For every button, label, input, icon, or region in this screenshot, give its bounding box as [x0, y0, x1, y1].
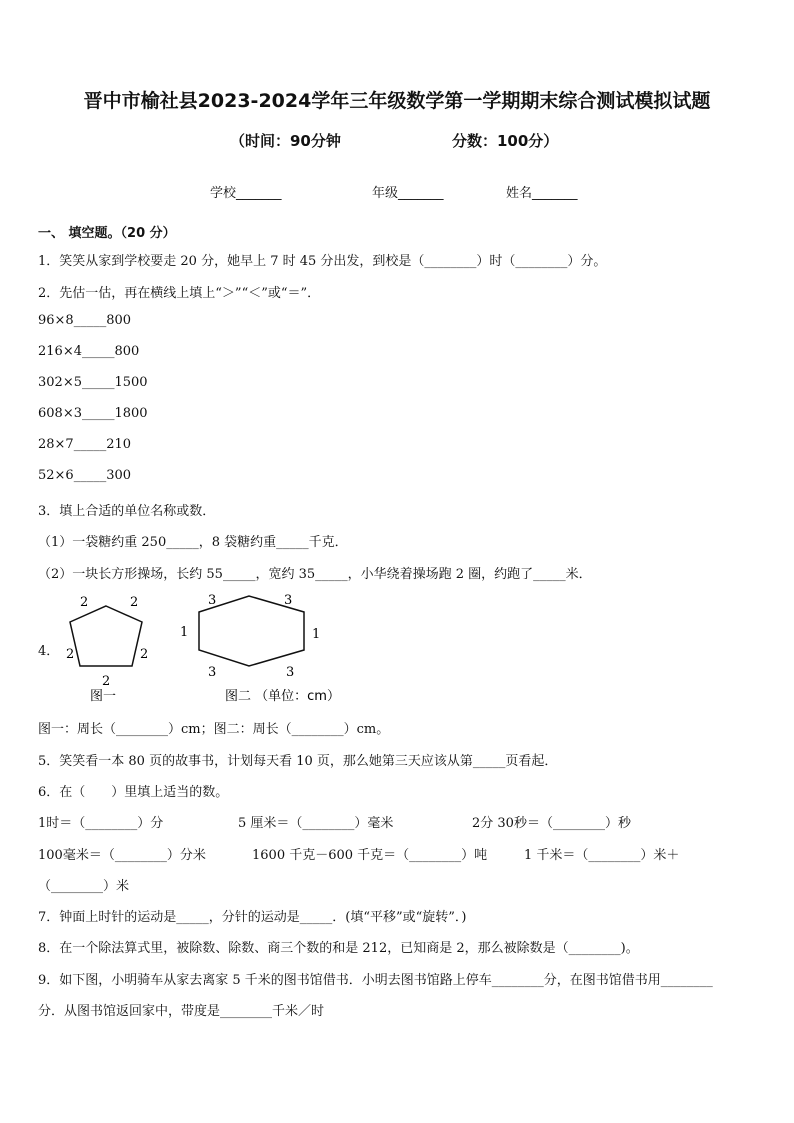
figure-2-caption: 图二 （单位：cm） — [225, 689, 340, 704]
hexagon-side-label: 1 — [180, 625, 189, 640]
hexagon-side-label: 3 — [208, 665, 217, 680]
pentagon-side-label: 2 — [102, 674, 111, 689]
question-2-intro: 2．先估一估，再在横线上填上“＞”“＜”或“＝”． — [38, 286, 321, 301]
question-6-item: 5 厘米＝（________）毫米 — [238, 816, 394, 831]
pentagon-side-label: 2 — [140, 647, 149, 662]
pentagon-side-label: 2 — [130, 595, 139, 610]
question-6-item: 1600 千克－600 千克＝（________）吨 — [252, 848, 488, 863]
hexagon-side-label: 1 — [312, 627, 321, 642]
hexagon-side-label: 3 — [286, 665, 295, 680]
question-3-part-1: （1）一袋糖约重 250_____，8 袋糖约重_____千克． — [38, 535, 348, 550]
estimate-item: 96×8_____800 — [38, 313, 132, 328]
question-9-line-2: 分．从图书馆返回家中，带度是________千米／时 — [38, 1004, 325, 1019]
question-6-item: 2分 30秒＝（________）秒 — [472, 816, 631, 831]
estimate-item: 52×6_____300 — [38, 468, 132, 483]
section-heading: 一、 填空题。（20 分） — [38, 226, 176, 241]
question-8: 8．在一个除法算式里，被除数、除数、商三个数的和是 212，已知商是 2，那么被除数是（________)。 — [38, 941, 639, 956]
question-1: 1．笑笑从家到学校要走 20 分，她早上 7 时 45 分出发，到校是（________）时（________）分。 — [38, 254, 607, 269]
pentagon-side-label: 2 — [66, 647, 75, 662]
hexagon-side-label: 3 — [208, 593, 217, 608]
question-9-line-1: 9．如下图，小明骑车从家去离家 5 千米的图书馆借书．小明去图书馆路上停车________分，在图书馆借书用________ — [38, 973, 713, 988]
question-4-number: 4． — [38, 644, 60, 659]
question-3-intro: 3．填上合适的单位名称或数． — [38, 504, 216, 519]
question-6-item: 100毫米＝（________）分米 — [38, 848, 206, 863]
school-field: 学校_______ — [210, 186, 282, 201]
estimate-item: 302×5_____1500 — [38, 375, 148, 390]
name-field: 姓名_______ — [506, 186, 578, 201]
question-6-item: 1 千米＝（________）米＋ — [524, 848, 680, 863]
shape-figures — [50, 588, 370, 706]
pentagon-side-label: 2 — [80, 595, 89, 610]
question-6-intro: 6．在（ ）里填上适当的数。 — [38, 785, 229, 800]
exam-time: （时间：90分钟 — [230, 132, 341, 150]
question-6-item: （________）米 — [38, 879, 130, 894]
figure-1-caption: 图一 — [90, 689, 117, 704]
estimate-item: 216×4_____800 — [38, 344, 140, 359]
page-title: 晋中市榆社县2023-2024学年三年级数学第一学期期末综合测试模拟试题 — [83, 90, 711, 112]
question-5: 5．笑笑看一本 80 页的故事书，计划每天看 10 页，那么她第三天应该从第_____页看起． — [38, 754, 558, 769]
question-4-answer-line: 图一：周长（________）cm；图二：周长（________）cm。 — [38, 722, 390, 737]
estimate-item: 608×3_____1800 — [38, 406, 148, 421]
pentagon-shape — [70, 606, 142, 666]
question-3-part-2: （2）一块长方形操场，长约 55_____，宽约 35_____，小华绕着操场跑 2 圈，约跑了_____米． — [38, 567, 592, 582]
hexagon-side-label: 3 — [284, 593, 293, 608]
exam-score: 分数：100分） — [452, 132, 559, 150]
question-7: 7．钟面上时针的运动是_____，分针的运动是_____．(填“平移”或“旋转”．) — [38, 910, 467, 925]
estimate-item: 28×7_____210 — [38, 437, 132, 452]
grade-field: 年级_______ — [372, 186, 444, 201]
question-6-item: 1时＝（________）分 — [38, 816, 164, 831]
